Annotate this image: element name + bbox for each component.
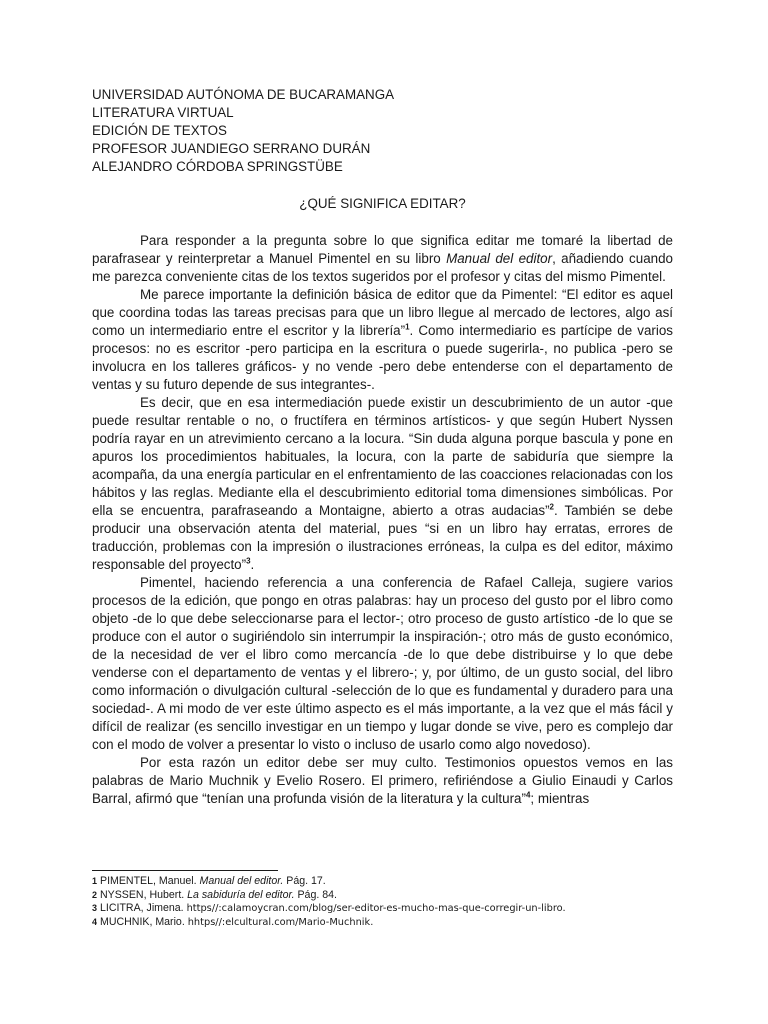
footnote-3: 3 LICITRA, Jimena. https//:calamoycran.com/blog/ser-editor-es-mucho-mas-que-corregir-un-libro. (92, 902, 566, 914)
footnote-separator (92, 870, 278, 871)
footnote-ref-3[interactable]: 3 (246, 556, 251, 566)
document-body (92, 86, 673, 808)
footnote-ref-2[interactable]: 2 (549, 502, 554, 512)
footnote-4: 4 MUCHNIK, Mario. hhtps//:elcultural.com/Mario-Muchnik. (92, 915, 374, 928)
document-header (92, 86, 673, 176)
footnote-3-link[interactable]: https//:calamoycran.com/blog/ser-editor-es-mucho-mas-que-corregir-un-libro. (186, 903, 566, 914)
header-course: EDICIÓN DE TEXTOS (92, 123, 227, 138)
paragraph-4: Pimentel, haciendo referencia a una conferencia de Rafael Calleja, sugiere varios procesos de la edición, que pongo en otras palabras: hay un proceso del gusto por el libro como objeto -de lo que debe seleccionarse para el lector-; otro proceso de gusto artístico -de lo que se produce con el autor o sugiriéndolo sin interrumpir la inspiración-; otro más de gusto económico, de la necesidad de ver el libro como mercancía -de lo que debe distribuirse y lo que debe venderse con el departamento de ventas y el librero-; y, por último, de un gusto social, del libro como información o divulgación cultural -selección de lo que es fundamental y duradero para una sociedad-. A mi modo de ver este último aspecto es el más importante, a la vez que el más fácil y difícil de realizar (es sencillo investigar en un tiempo y lugar donde se vive, pero es complejo dar con el modo de volver a presentar lo visto o incluso de usarlo como algo novedoso). (92, 575, 673, 752)
footnote-ref-4[interactable]: 4 (525, 790, 531, 800)
footnote-ref-1[interactable]: 1 (405, 322, 410, 332)
header-professor: PROFESOR JUANDIEGO SERRANO DURÁN (92, 141, 371, 156)
paragraph-1: Para responder a la pregunta sobre lo que significa editar me tomaré la libertad de parafrasear y reinterpretar a Manuel Pimentel en su libro Manual del editor, añadiendo cuando me parezca conveniente citas de los textos sugeridos por el profesor y citas del mismo Pimentel. (92, 233, 673, 284)
footnote-4-link[interactable]: hhtps//:elcultural.com/Mario-Muchnik. (187, 916, 374, 928)
paragraph-5: Por esta razón un editor debe ser muy culto. Testimonios opuestos vemos en las palabras de Mario Muchnik y Evelio Rosero. El primero, refiriéndose a Giulio Einaudi y Carlos Barral, afirmó que “tenían una profunda visión de la literatura y la cultura”$^4$; mientras (92, 755, 673, 806)
paragraph-2: Me parece importante la definición básica de editor que da Pimentel: “El editor es aquel que coordina todas las tareas precisas para que un libro llegue al mercado de lectores, algo así como un intermediario entre el escritor y la librería”$^1$. Como intermediario es partícipe de varios procesos: no es escritor -pero participa en la escritura o puede sugerirla-, no publica -pero se involucra en los talleres gráficos- y no vende -pero debe entenderse con el departamento de ventas y su futuro depende de sus integrantes-. (92, 287, 673, 392)
paragraph-3: Es decir, que en esa intermediación puede existir un descubrimiento de un autor -que puede resultar rentable o no, o fructífera en términos artísticos- y que según Hubert Nyssen podría rayar en un atrevimiento cercano a la locura. “Sin duda alguna porque bascula y pone en apuros los procedimientos habituales, la locura, con la parte de sabiduría que siempre la acompaña, da una energía particular en el enfrentamiento de las coacciones relacionadas con los hábitos y las reglas. Mediante ella el descubrimiento editorial toma dimensiones simbólicas. Por ella se encuentra, parafraseando a Montaigne, abierto a otras audacias”$^2$. También se debe producir una observación atenta del material, pues “si en un libro hay erratas, errores de traducción, problemas con la impresión o ilustraciones erróneas, la culpa es del editor, máximo responsable del proyecto”$^3$. (92, 395, 673, 572)
document-title: ¿QUÉ SIGNIFICA EDITAR? (299, 196, 466, 211)
header-program: LITERATURA VIRTUAL (92, 105, 234, 120)
book-title: Manual del editor (446, 251, 553, 266)
header-university: UNIVERSIDAD AUTÓNOMA DE BUCARAMANGA (92, 87, 395, 102)
footnote-1: 1 PIMENTEL, Manuel. Manual del editor. Pág. 17. (92, 875, 326, 887)
header-author: ALEJANDRO CÓRDOBA SPRINGSTÜBE (92, 159, 343, 174)
footnote-2: 2 NYSSEN, Hubert. La sabiduría del editor. Pág. 84. (92, 888, 337, 901)
footnotes (92, 875, 673, 929)
